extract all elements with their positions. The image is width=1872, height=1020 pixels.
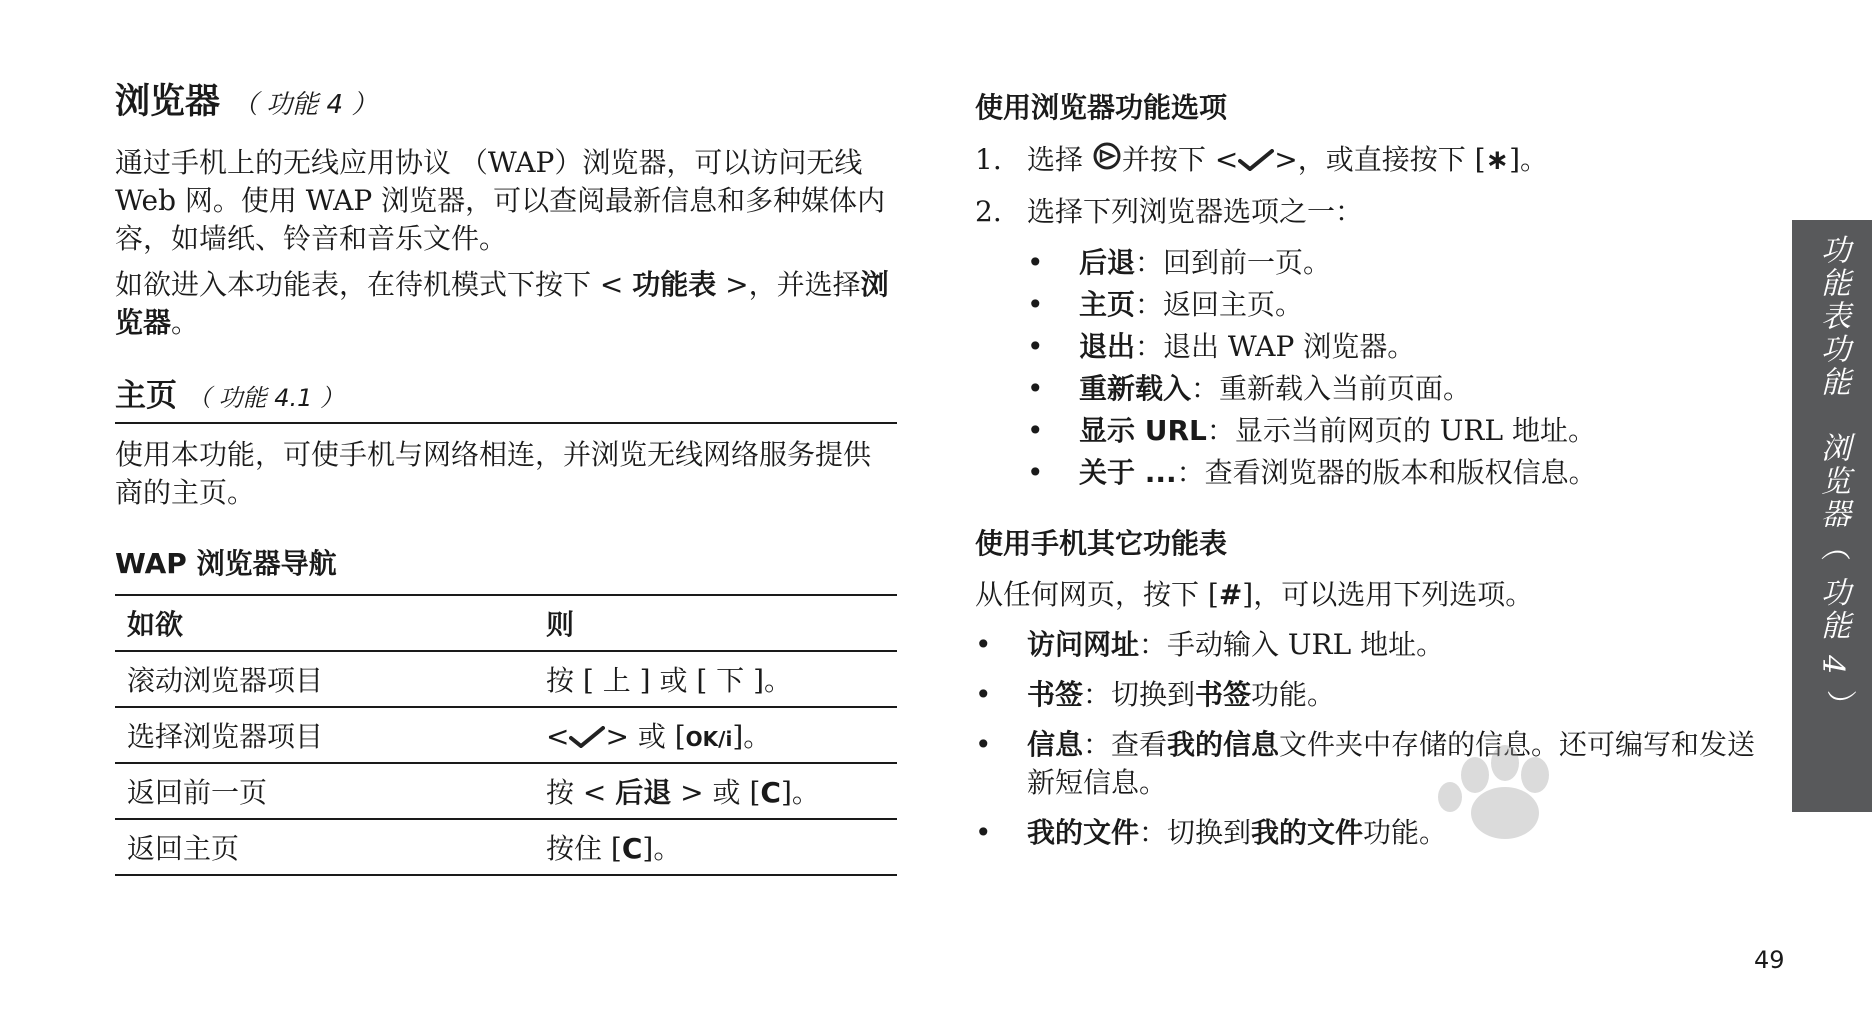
- browser-title-ref: （ 功能 4 ）: [232, 90, 378, 120]
- step-item: 2. 选择下列浏览器选项之一：: [975, 195, 1364, 228]
- page-number: 49: [1754, 946, 1785, 974]
- browser-title: 浏览器: [115, 82, 221, 122]
- left-column: [115, 80, 897, 876]
- bullet-icon: •: [975, 678, 992, 711]
- list-item: • 后退：回到前一页。: [1027, 242, 1775, 284]
- right-column: [975, 80, 1775, 864]
- bullet-icon: •: [1027, 330, 1044, 363]
- table-cell-then: 按 < 后退 > 或 [C]。: [534, 763, 897, 819]
- bullet-icon: •: [1027, 246, 1044, 279]
- browser-access-instructions: 如欲进入本功能表，在待机模式下按下 < 功能表 >，并选择浏览器。: [115, 267, 889, 339]
- bullet-icon: •: [975, 816, 992, 849]
- menu-key-label: 功能表: [632, 267, 717, 301]
- list-item: • 我的文件：切换到我的文件功能。: [975, 814, 1775, 852]
- list-item: • 主页：返回主页。: [1027, 284, 1775, 326]
- browser-menu-label: 浏览器: [115, 267, 889, 339]
- table-row: [115, 763, 897, 819]
- table-cell-want: 返回前一页: [115, 763, 534, 819]
- browser-options-list: [1027, 242, 1775, 494]
- browser-options-steps: [975, 140, 1775, 232]
- checkmark-softkey-icon: [1238, 142, 1274, 182]
- browser-options-heading: 使用浏览器功能选项: [975, 91, 1228, 124]
- bullet-icon: •: [1027, 414, 1044, 447]
- table-header-want: 如欲: [115, 595, 534, 651]
- browser-globe-icon: [1092, 141, 1122, 182]
- other-menus-heading: 使用手机其它功能表: [975, 527, 1228, 560]
- bullet-icon: •: [1027, 288, 1044, 321]
- homepage-desc: 使用本功能，可使手机与网络相连，并浏览无线网络服务提供商的主页。: [115, 437, 872, 509]
- list-item: • 重新载入：重新载入当前页面。: [1027, 368, 1775, 410]
- table-row: [115, 707, 897, 763]
- table-row: [115, 819, 897, 875]
- list-item: • 关于 ...：查看浏览器的版本和版权信息。: [1027, 452, 1775, 494]
- star-key-label: ∗: [1485, 143, 1510, 176]
- list-item: • 退出：退出 WAP 浏览器。: [1027, 326, 1775, 368]
- other-menus-list: [975, 626, 1775, 852]
- table-cell-want: 返回主页: [115, 819, 534, 875]
- step-item: 1. 选择 并按下 < >，或直接按下 [∗]。: [975, 140, 1775, 182]
- wap-nav-heading: WAP 浏览器导航: [115, 546, 337, 580]
- table-cell-then: < > 或 [OK/i]。: [534, 707, 897, 763]
- list-item: • 显示 URL：显示当前网页的 URL 地址。: [1027, 410, 1775, 452]
- table-row: [115, 651, 897, 707]
- c-key-label: C: [621, 831, 643, 865]
- table-cell-want: 选择浏览器项目: [115, 707, 534, 763]
- checkmark-softkey-icon: [569, 722, 605, 755]
- c-key-label: C: [760, 775, 781, 809]
- section-title-browser: [115, 80, 897, 126]
- other-menus-intro: 从任何网页，按下 [#]，可以选用下列选项。: [975, 578, 1534, 611]
- list-item: • 信息：查看我的信息文件夹中存储的信息。还可编写和发送新短信息。: [975, 726, 1775, 802]
- side-tab-label: 功能表功能 浏览器（ 功能 4 ）: [1815, 234, 1850, 723]
- table-cell-want: 滚动浏览器项目: [115, 651, 534, 707]
- list-item: • 访问网址：手动输入 URL 地址。: [975, 626, 1775, 664]
- bullet-icon: •: [975, 628, 992, 661]
- table-cell-then: 按 [ 上 ] 或 [ 下 ]。: [534, 651, 897, 707]
- list-item: • 书签：切换到书签功能。: [975, 676, 1775, 714]
- table-header-row: [115, 595, 897, 651]
- browser-intro: 通过手机上的无线应用协议 （WAP）浏览器，可以访问无线 Web 网。使用 WAP 浏览器，可以查阅最新信息和多种媒体内容，如墙纸、铃音和音乐文件。: [115, 145, 886, 255]
- wap-navigation-table: [115, 594, 897, 876]
- bullet-icon: •: [1027, 372, 1044, 405]
- back-key-label: 后退: [615, 775, 672, 809]
- ok-key-label: OK/i: [685, 726, 733, 751]
- bullet-icon: •: [1027, 456, 1044, 489]
- bullet-icon: •: [975, 728, 992, 761]
- section-title-homepage: 主页 （ 功能 4.1 ）: [115, 376, 897, 424]
- table-header-then: 则: [534, 595, 897, 651]
- hash-key-label: #: [1218, 578, 1243, 611]
- chapter-side-tab: [1792, 220, 1872, 812]
- table-cell-then: 按住 [C]。: [534, 819, 897, 875]
